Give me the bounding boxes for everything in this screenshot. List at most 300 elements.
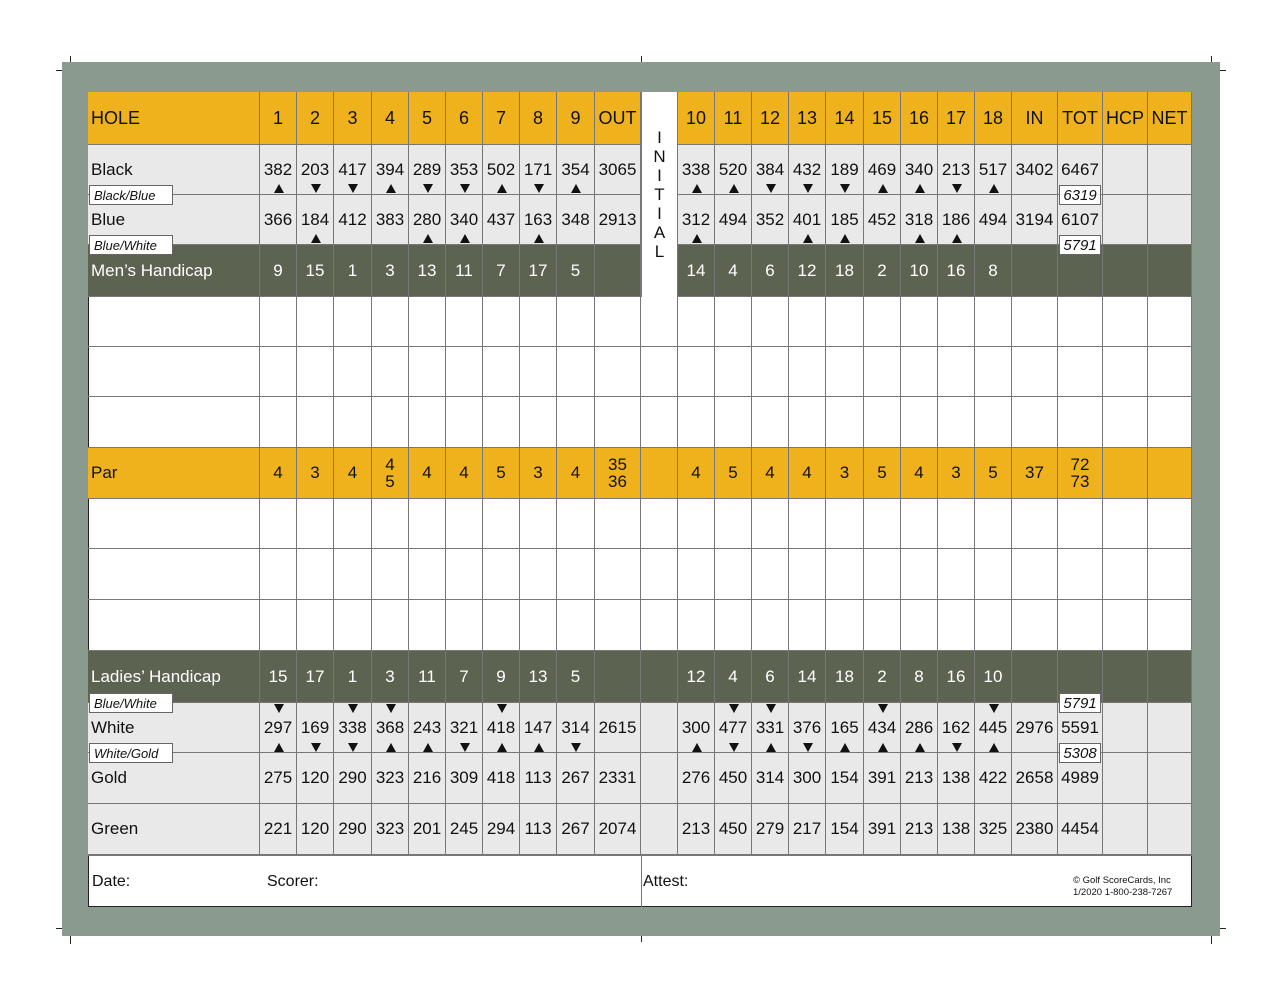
- green-hole-9: 267: [557, 804, 595, 855]
- score-5-initial-spacer: [641, 549, 678, 600]
- blue-hole-5: 280: [409, 195, 446, 245]
- score-6-hole-13: [789, 600, 826, 651]
- hole-tot: TOT: [1058, 92, 1103, 145]
- green-hole-8: 113: [520, 804, 557, 855]
- triangle-up-icon: [878, 743, 888, 752]
- initial-letter: I: [657, 128, 662, 147]
- score-1-hole-18: [975, 297, 1012, 347]
- gold-net: [1148, 753, 1192, 804]
- score-5-hole-8: [520, 549, 557, 600]
- initial-column: [641, 92, 678, 297]
- score-5-hole-2: [297, 549, 334, 600]
- triangle-down-icon: [952, 743, 962, 752]
- white-hole-18: 445: [975, 703, 1012, 753]
- copyright-line-1: © Golf ScoreCards, Inc: [1073, 875, 1171, 886]
- score-1-hole-9: [557, 297, 595, 347]
- blue-hole-1: 366: [260, 195, 297, 245]
- score-2-hole-13: [789, 347, 826, 397]
- ladies-hcp-in: [1012, 651, 1058, 703]
- score-6-hole-14: [826, 600, 864, 651]
- score-5-hole-3: [334, 549, 372, 600]
- ladies-hcp-hole-18: 10: [975, 651, 1012, 703]
- score-6-hole-7: [483, 600, 520, 651]
- white-hole-9: 314: [557, 703, 595, 753]
- score-5-hole-7: [483, 549, 520, 600]
- gold-out: 2331: [595, 753, 641, 804]
- blue-hole-14: 185: [826, 195, 864, 245]
- black-hole-4: 394: [372, 145, 409, 195]
- triangle-up-icon: [460, 234, 470, 243]
- green-hole-4: 323: [372, 804, 409, 855]
- score-6-tot: [1058, 600, 1103, 651]
- ladies-hcp-hole-6: 7: [446, 651, 483, 703]
- score-1-hole-4: [372, 297, 409, 347]
- white-hole-1: 297: [260, 703, 297, 753]
- white-hole-14: 165: [826, 703, 864, 753]
- hole-hole-12: 12: [752, 92, 789, 145]
- score-2-hole-8: [520, 347, 557, 397]
- triangle-down-icon: [460, 743, 470, 752]
- green-hole-5: 201: [409, 804, 446, 855]
- black-hole-12: 384: [752, 145, 789, 195]
- black-label: Black: [88, 145, 260, 195]
- initial-letter: I: [657, 204, 662, 223]
- ladies-hcp-hole-10: 12: [678, 651, 715, 703]
- blue-out: 2913: [595, 195, 641, 245]
- mens-hcp-hole-6: 11: [446, 245, 483, 297]
- triangle-down-icon: [386, 704, 396, 713]
- score-5-hole-14: [826, 549, 864, 600]
- score-1-hole-3: [334, 297, 372, 347]
- mens-hcp-out: [595, 245, 641, 297]
- hole-hole-1: 1: [260, 92, 297, 145]
- score-5-hole-9: [557, 549, 595, 600]
- par-net: [1148, 448, 1192, 499]
- score-1-tot: [1058, 297, 1103, 347]
- par-hole-13: 4: [789, 448, 826, 499]
- blue-hole-17: 186: [938, 195, 975, 245]
- blue-hole-10: 312: [678, 195, 715, 245]
- green-hole-12: 279: [752, 804, 789, 855]
- blue-hole-7: 437: [483, 195, 520, 245]
- score-1-hole-1: [260, 297, 297, 347]
- green-hole-17: 138: [938, 804, 975, 855]
- score-5-hole-4: [372, 549, 409, 600]
- green-hole-14: 154: [826, 804, 864, 855]
- blue-hole-8: 163: [520, 195, 557, 245]
- stacked-value-line: 73: [1070, 472, 1090, 491]
- mens-hcp-hole-8: 17: [520, 245, 557, 297]
- white-hole-8: 147: [520, 703, 557, 753]
- score-2-hole-2: [297, 347, 334, 397]
- score-3-hole-12: [752, 397, 789, 448]
- score-6-hole-17: [938, 600, 975, 651]
- blue-hole-15: 452: [864, 195, 901, 245]
- white-hole-15: 434: [864, 703, 901, 753]
- black-hole-6: 353: [446, 145, 483, 195]
- score-4-hole-17: [938, 499, 975, 549]
- par-hole-6: 4: [446, 448, 483, 499]
- ladies-hcp-hole-15: 2: [864, 651, 901, 703]
- white-hole-12: 331: [752, 703, 789, 753]
- black-hole-10: 338: [678, 145, 715, 195]
- triangle-down-icon: [460, 184, 470, 193]
- black-blue-combo-total: 6319: [1059, 185, 1101, 205]
- mens-hcp-in: [1012, 245, 1058, 297]
- blue-hole-12: 352: [752, 195, 789, 245]
- score-4-hole-16: [901, 499, 938, 549]
- score-2-hole-18: [975, 347, 1012, 397]
- hole-hole-10: 10: [678, 92, 715, 145]
- black-hcp: [1103, 145, 1148, 195]
- blue-hole-18: 494: [975, 195, 1012, 245]
- score-1-label: [88, 297, 260, 347]
- score-1-hole-17: [938, 297, 975, 347]
- par-hole-11: 5: [715, 448, 752, 499]
- par-hole-18: 5: [975, 448, 1012, 499]
- mens-hcp-hole-11: 4: [715, 245, 752, 297]
- triangle-up-icon: [497, 184, 507, 193]
- score-1-hcp: [1103, 297, 1148, 347]
- gold-hole-13: 300: [789, 753, 826, 804]
- ladies-hcp-hole-16: 8: [901, 651, 938, 703]
- gold-hole-7: 418: [483, 753, 520, 804]
- stacked-value: [608, 456, 627, 490]
- score-5-hole-16: [901, 549, 938, 600]
- ladies-hcp-hole-7: 9: [483, 651, 520, 703]
- score-5-label: [88, 549, 260, 600]
- green-hole-1: 221: [260, 804, 297, 855]
- ladies-hcp-out: [595, 651, 641, 703]
- score-5-hole-10: [678, 549, 715, 600]
- stacked-value: [1071, 456, 1090, 490]
- triangle-down-icon: [952, 184, 962, 193]
- triangle-up-icon: [692, 743, 702, 752]
- triangle-up-icon: [423, 743, 433, 752]
- green-label: Green: [88, 804, 260, 855]
- score-3-hole-16: [901, 397, 938, 448]
- triangle-up-icon: [729, 184, 739, 193]
- score-4-hole-11: [715, 499, 752, 549]
- blue-hole-16: 318: [901, 195, 938, 245]
- score-3-label: [88, 397, 260, 448]
- triangle-up-icon: [274, 184, 284, 193]
- score-2-net: [1148, 347, 1192, 397]
- triangle-down-icon: [311, 743, 321, 752]
- ladies-hcp-hole-9: 5: [557, 651, 595, 703]
- triangle-down-icon: [878, 704, 888, 713]
- par-tot: [1058, 448, 1103, 499]
- ladies-hcp-hole-13: 14: [789, 651, 826, 703]
- white-gold-combo-label: White/Gold: [89, 743, 173, 763]
- mens-hcp-hole-1: 9: [260, 245, 297, 297]
- score-1-hole-10: [678, 297, 715, 347]
- ladies-hcp-label: Ladies’ Handicap: [88, 651, 260, 703]
- triangle-up-icon: [915, 184, 925, 193]
- score-1-hole-6: [446, 297, 483, 347]
- hole-hole-18: 18: [975, 92, 1012, 145]
- blue-white-top-combo-label: Blue/White: [89, 235, 173, 255]
- triangle-down-icon: [348, 704, 358, 713]
- score-2-hole-10: [678, 347, 715, 397]
- triangle-down-icon: [423, 184, 433, 193]
- score-2-hole-5: [409, 347, 446, 397]
- hole-hole-15: 15: [864, 92, 901, 145]
- score-3-hole-10: [678, 397, 715, 448]
- score-6-initial-spacer: [641, 600, 678, 651]
- mens-hcp-hcp: [1103, 245, 1148, 297]
- ladies-hcp-hole-8: 13: [520, 651, 557, 703]
- score-6-hole-1: [260, 600, 297, 651]
- ladies-hcp-hole-14: 18: [826, 651, 864, 703]
- mens-hcp-hole-5: 13: [409, 245, 446, 297]
- gold-hole-8: 113: [520, 753, 557, 804]
- copyright-notice: [1073, 875, 1172, 899]
- stacked-value-line: 36: [608, 472, 627, 491]
- mens-hcp-hole-9: 5: [557, 245, 595, 297]
- gold-hole-1: 275: [260, 753, 297, 804]
- triangle-up-icon: [840, 234, 850, 243]
- score-1-hole-12: [752, 297, 789, 347]
- triangle-up-icon: [571, 184, 581, 193]
- par-hole-10: 4: [678, 448, 715, 499]
- triangle-down-icon: [729, 704, 739, 713]
- triangle-up-icon: [952, 234, 962, 243]
- blue-hole-11: 494: [715, 195, 752, 245]
- score-5-in: [1012, 549, 1058, 600]
- score-3-hole-2: [297, 397, 334, 448]
- triangle-up-icon: [274, 743, 284, 752]
- score-6-hole-11: [715, 600, 752, 651]
- score-2-tot: [1058, 347, 1103, 397]
- white-hole-2: 169: [297, 703, 334, 753]
- score-1-in: [1012, 297, 1058, 347]
- score-6-hole-8: [520, 600, 557, 651]
- score-4-hole-7: [483, 499, 520, 549]
- triangle-up-icon: [915, 743, 925, 752]
- score-1-hole-2: [297, 297, 334, 347]
- ladies-hcp-hole-2: 17: [297, 651, 334, 703]
- score-5-tot: [1058, 549, 1103, 600]
- triangle-up-icon: [840, 743, 850, 752]
- hole-hole-11: 11: [715, 92, 752, 145]
- score-4-hole-10: [678, 499, 715, 549]
- mens-hcp-hole-14: 18: [826, 245, 864, 297]
- white-hole-4: 368: [372, 703, 409, 753]
- initial-letter: I: [657, 166, 662, 185]
- triangle-down-icon: [989, 704, 999, 713]
- score-4-hole-14: [826, 499, 864, 549]
- blue-white-bottom-combo-label: Blue/White: [89, 693, 173, 713]
- green-hole-6: 245: [446, 804, 483, 855]
- score-4-tot: [1058, 499, 1103, 549]
- black-net: [1148, 145, 1192, 195]
- blue-hole-3: 412: [334, 195, 372, 245]
- triangle-up-icon: [423, 234, 433, 243]
- mens-hcp-hole-16: 10: [901, 245, 938, 297]
- score-2-hole-17: [938, 347, 975, 397]
- white-hole-16: 286: [901, 703, 938, 753]
- score-4-hcp: [1103, 499, 1148, 549]
- score-3-hole-15: [864, 397, 901, 448]
- triangle-up-icon: [497, 743, 507, 752]
- blue-hole-4: 383: [372, 195, 409, 245]
- white-hcp: [1103, 703, 1148, 753]
- score-5-net: [1148, 549, 1192, 600]
- green-hole-16: 213: [901, 804, 938, 855]
- triangle-up-icon: [534, 234, 544, 243]
- mens-hcp-hole-7: 7: [483, 245, 520, 297]
- green-hole-11: 450: [715, 804, 752, 855]
- par-hole-15: 5: [864, 448, 901, 499]
- stacked-value: [385, 456, 394, 490]
- score-4-initial-spacer: [641, 499, 678, 549]
- white-hole-3: 338: [334, 703, 372, 753]
- triangle-up-icon: [386, 743, 396, 752]
- triangle-up-icon: [692, 184, 702, 193]
- green-hcp: [1103, 804, 1148, 855]
- black-blue-combo-label: Black/Blue: [89, 185, 173, 205]
- score-4-hole-18: [975, 499, 1012, 549]
- gold-initial-spacer: [641, 753, 678, 804]
- gold-hole-10: 276: [678, 753, 715, 804]
- green-hole-15: 391: [864, 804, 901, 855]
- score-3-hole-6: [446, 397, 483, 448]
- mens-hcp-hole-2: 15: [297, 245, 334, 297]
- mens-hcp-hole-12: 6: [752, 245, 789, 297]
- ladies-hcp-hole-11: 4: [715, 651, 752, 703]
- gold-hole-14: 154: [826, 753, 864, 804]
- score-3-hole-7: [483, 397, 520, 448]
- blue-white-top-combo-total: 5791: [1059, 235, 1101, 255]
- score-6-hole-12: [752, 600, 789, 651]
- triangle-up-icon: [803, 234, 813, 243]
- score-2-hole-6: [446, 347, 483, 397]
- par-hole-9: 4: [557, 448, 595, 499]
- triangle-up-icon: [989, 743, 999, 752]
- stacked-value-line: 35: [608, 455, 627, 474]
- blue-in: 3194: [1012, 195, 1058, 245]
- par-hole-14: 3: [826, 448, 864, 499]
- initial-letter: L: [654, 242, 665, 261]
- white-hole-6: 321: [446, 703, 483, 753]
- black-hole-1: 382: [260, 145, 297, 195]
- score-2-hole-11: [715, 347, 752, 397]
- hole-hole-3: 3: [334, 92, 372, 145]
- triangle-up-icon: [766, 743, 776, 752]
- score-1-hole-16: [901, 297, 938, 347]
- triangle-up-icon: [386, 184, 396, 193]
- score-2-initial-spacer: [641, 347, 678, 397]
- score-4-hole-13: [789, 499, 826, 549]
- score-2-hole-9: [557, 347, 595, 397]
- triangle-down-icon: [803, 743, 813, 752]
- triangle-down-icon: [840, 184, 850, 193]
- par-initial-spacer: [641, 448, 678, 499]
- mens-hcp-hole-15: 2: [864, 245, 901, 297]
- par-hole-17: 3: [938, 448, 975, 499]
- initial-letter: T: [654, 185, 665, 204]
- white-label: White: [88, 703, 260, 753]
- score-2-hole-14: [826, 347, 864, 397]
- scorer-label: Scorer:: [267, 873, 319, 890]
- black-hole-5: 289: [409, 145, 446, 195]
- par-hole-16: 4: [901, 448, 938, 499]
- hole-out: OUT: [595, 92, 641, 145]
- score-3-hole-17: [938, 397, 975, 448]
- score-1-hole-14: [826, 297, 864, 347]
- score-5-hole-13: [789, 549, 826, 600]
- score-4-net: [1148, 499, 1192, 549]
- score-5-hole-17: [938, 549, 975, 600]
- copyright-line-2: 1/2020 1-800-238-7267: [1073, 887, 1173, 898]
- score-6-out: [595, 600, 641, 651]
- blue-hole-6: 340: [446, 195, 483, 245]
- score-6-hole-3: [334, 600, 372, 651]
- hole-hole-6: 6: [446, 92, 483, 145]
- black-out: 3065: [595, 145, 641, 195]
- gold-hole-11: 450: [715, 753, 752, 804]
- triangle-down-icon: [534, 184, 544, 193]
- stacked-value-line: 5: [385, 472, 395, 491]
- triangle-down-icon: [729, 743, 739, 752]
- gold-tot: 4989: [1058, 753, 1103, 804]
- triangle-down-icon: [571, 743, 581, 752]
- score-5-hole-1: [260, 549, 297, 600]
- ladies-hcp-hole-17: 16: [938, 651, 975, 703]
- hole-hole-5: 5: [409, 92, 446, 145]
- score-5-hcp: [1103, 549, 1148, 600]
- black-hole-3: 417: [334, 145, 372, 195]
- score-6-hole-9: [557, 600, 595, 651]
- green-hole-7: 294: [483, 804, 520, 855]
- score-1-hole-13: [789, 297, 826, 347]
- score-5-hole-11: [715, 549, 752, 600]
- black-hole-7: 502: [483, 145, 520, 195]
- score-3-hole-4: [372, 397, 409, 448]
- hole-hole-4: 4: [372, 92, 409, 145]
- green-out: 2074: [595, 804, 641, 855]
- white-in: 2976: [1012, 703, 1058, 753]
- ladies-hcp-hcp: [1103, 651, 1148, 703]
- score-2-hole-7: [483, 347, 520, 397]
- score-3-net: [1148, 397, 1192, 448]
- score-6-net: [1148, 600, 1192, 651]
- score-2-in: [1012, 347, 1058, 397]
- score-5-hole-18: [975, 549, 1012, 600]
- score-6-hole-18: [975, 600, 1012, 651]
- gold-hole-4: 323: [372, 753, 409, 804]
- score-2-out: [595, 347, 641, 397]
- white-hole-17: 162: [938, 703, 975, 753]
- ladies-hcp-hole-5: 11: [409, 651, 446, 703]
- score-3-hole-11: [715, 397, 752, 448]
- score-4-hole-1: [260, 499, 297, 549]
- score-6-in: [1012, 600, 1058, 651]
- triangle-down-icon: [348, 743, 358, 752]
- blue-hole-9: 348: [557, 195, 595, 245]
- triangle-down-icon: [497, 704, 507, 713]
- score-4-out: [595, 499, 641, 549]
- par-label: Par: [88, 448, 260, 499]
- score-6-label: [88, 600, 260, 651]
- gold-hole-5: 216: [409, 753, 446, 804]
- score-5-hole-12: [752, 549, 789, 600]
- score-4-hole-5: [409, 499, 446, 549]
- score-6-hole-5: [409, 600, 446, 651]
- score-3-hcp: [1103, 397, 1148, 448]
- score-3-hole-13: [789, 397, 826, 448]
